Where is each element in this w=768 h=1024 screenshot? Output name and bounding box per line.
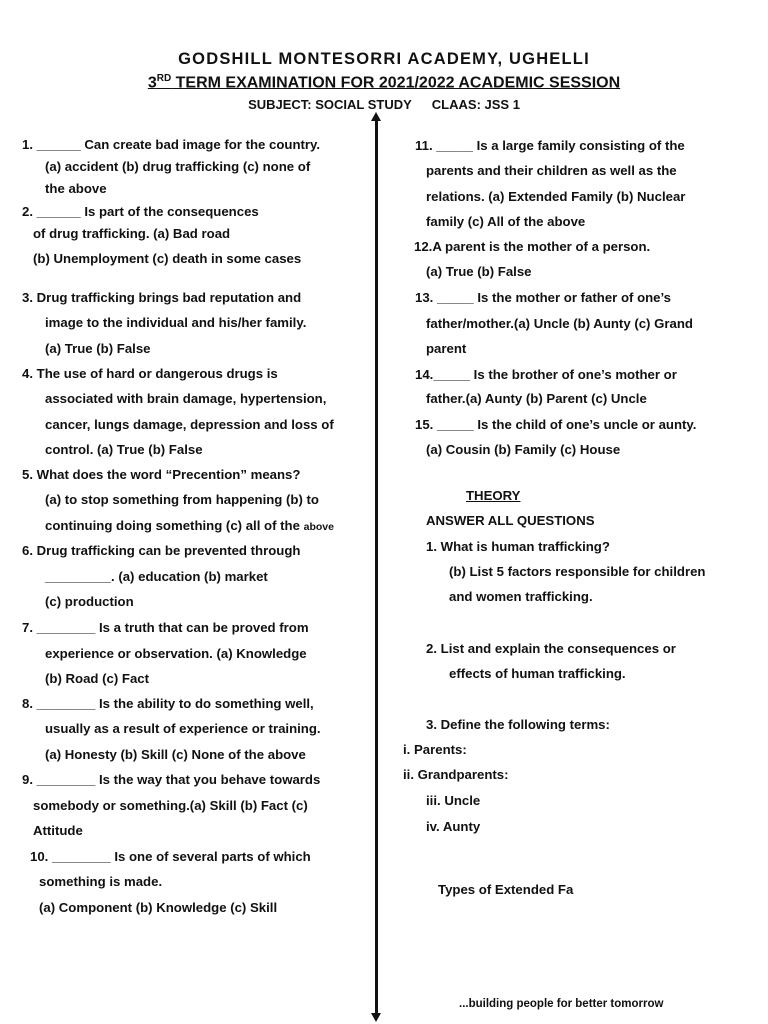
- question-line: 15. _____ Is the child of one’s uncle or aunty.: [415, 417, 697, 432]
- question-line: 14._____ Is the brother of one’s mother or: [415, 367, 677, 382]
- question-line: (a) accident (b) drug trafficking (c) none of: [45, 159, 311, 174]
- question-line: (b) Road (c) Fact: [45, 671, 150, 686]
- question-line: (a) to stop something from happening (b) to: [45, 492, 319, 507]
- question-line: (a) Component (b) Knowledge (c) Skill: [39, 900, 278, 915]
- footer-motto: ...building people for better tomorrow: [459, 998, 664, 1010]
- question-line: and women trafficking.: [449, 589, 593, 604]
- question-line: (b) Unemployment (c) death in some cases: [33, 251, 302, 266]
- question-line: _________. (a) education (b) market: [45, 569, 268, 584]
- question-line: (a) True (b) False: [45, 341, 151, 356]
- question-line: experience or observation. (a) Knowledge: [45, 646, 307, 661]
- school-name: GODSHILL MONTESORRI ACADEMY, UGHELLI: [178, 50, 590, 68]
- question-line: 4. The use of hard or dangerous drugs is: [22, 366, 278, 381]
- question-line: 12.A parent is the mother of a person.: [414, 239, 651, 254]
- question-text-small: above: [303, 521, 334, 533]
- question-line: family (c) All of the above: [426, 214, 586, 229]
- question-line: 5. What does the word “Precention” means?: [22, 467, 301, 482]
- question-line: 8. ________ Is the ability to do something well,: [22, 696, 314, 711]
- question-text: continuing doing something (c) all of the: [45, 518, 300, 533]
- question-line: father.(a) Aunty (b) Parent (c) Uncle: [426, 391, 647, 406]
- term-item: iv. Aunty: [426, 819, 481, 834]
- question-line: 10. ________ Is one of several parts of which: [30, 849, 311, 864]
- question-line: effects of human trafficking.: [449, 666, 626, 681]
- question-line: 11. _____ Is a large family consisting of the: [415, 138, 685, 153]
- question-line: 7. ________ Is a truth that can be proved from: [22, 620, 309, 635]
- question-line: relations. (a) Extended Family (b) Nuclear: [426, 189, 686, 204]
- truncated-heading: Types of Extended Fa: [438, 882, 574, 897]
- question-line: (b) List 5 factors responsible for children: [449, 564, 706, 579]
- question-line: somebody or something.(a) Skill (b) Fact (c): [33, 798, 308, 813]
- question-line: 1. ______ Can create bad image for the country.: [22, 137, 321, 152]
- question-line: control. (a) True (b) False: [45, 442, 203, 457]
- question-line: cancer, lungs damage, depression and loss of: [45, 417, 334, 432]
- question-line: parents and their children as well as the: [426, 163, 677, 178]
- question-line: (a) True (b) False: [426, 264, 532, 279]
- term-item: iii. Uncle: [426, 793, 481, 808]
- term-number: 3: [147, 74, 157, 92]
- subject-label: SUBJECT: SOCIAL STUDY: [248, 97, 412, 112]
- question-line: the above: [45, 181, 107, 196]
- theory-heading: THEORY: [466, 488, 521, 503]
- question-line: (c) production: [45, 594, 134, 609]
- question-line: (a) Honesty (b) Skill (c) None of the above: [45, 747, 306, 762]
- exam-title: [0, 73, 768, 92]
- column-divider-arrow: [375, 118, 378, 1016]
- class-label: CLAAS: JSS 1: [431, 97, 520, 112]
- question-line: 2. List and explain the consequences or: [426, 641, 676, 656]
- question-line: 3. Drug trafficking brings bad reputation and: [22, 290, 302, 305]
- question-line: Attitude: [33, 823, 83, 838]
- question-line: something is made.: [39, 874, 163, 889]
- question-line: 3. Define the following terms:: [426, 717, 610, 732]
- question-line: [45, 518, 334, 535]
- question-line: of drug trafficking. (a) Bad road: [33, 226, 231, 241]
- term-item: i. Parents:: [403, 742, 467, 757]
- question-line: 6. Drug trafficking can be prevented through: [22, 543, 301, 558]
- instruction-line: ANSWER ALL QUESTIONS: [426, 513, 595, 528]
- question-line: father/mother.(a) Uncle (b) Aunty (c) Grand: [426, 316, 693, 331]
- question-line: (a) Cousin (b) Family (c) House: [426, 442, 621, 457]
- question-line: 1. What is human trafficking?: [426, 539, 610, 554]
- question-line: 2. ______ Is part of the consequences: [22, 204, 259, 219]
- term-item: ii. Grandparents:: [403, 767, 509, 782]
- term-rest: TERM EXAMINATION FOR 2021/2022 ACADEMIC SESSION: [171, 74, 621, 92]
- question-line: associated with brain damage, hypertension,: [45, 391, 327, 406]
- term-superscript: RD: [156, 73, 172, 84]
- subject-line: [0, 97, 768, 112]
- question-line: image to the individual and his/her family.: [45, 315, 307, 330]
- question-line: 9. ________ Is the way that you behave towards: [22, 772, 321, 787]
- question-line: parent: [426, 341, 467, 356]
- question-line: usually as a result of experience or training.: [45, 721, 321, 736]
- question-line: 13. _____ Is the mother or father of one’s: [415, 290, 672, 305]
